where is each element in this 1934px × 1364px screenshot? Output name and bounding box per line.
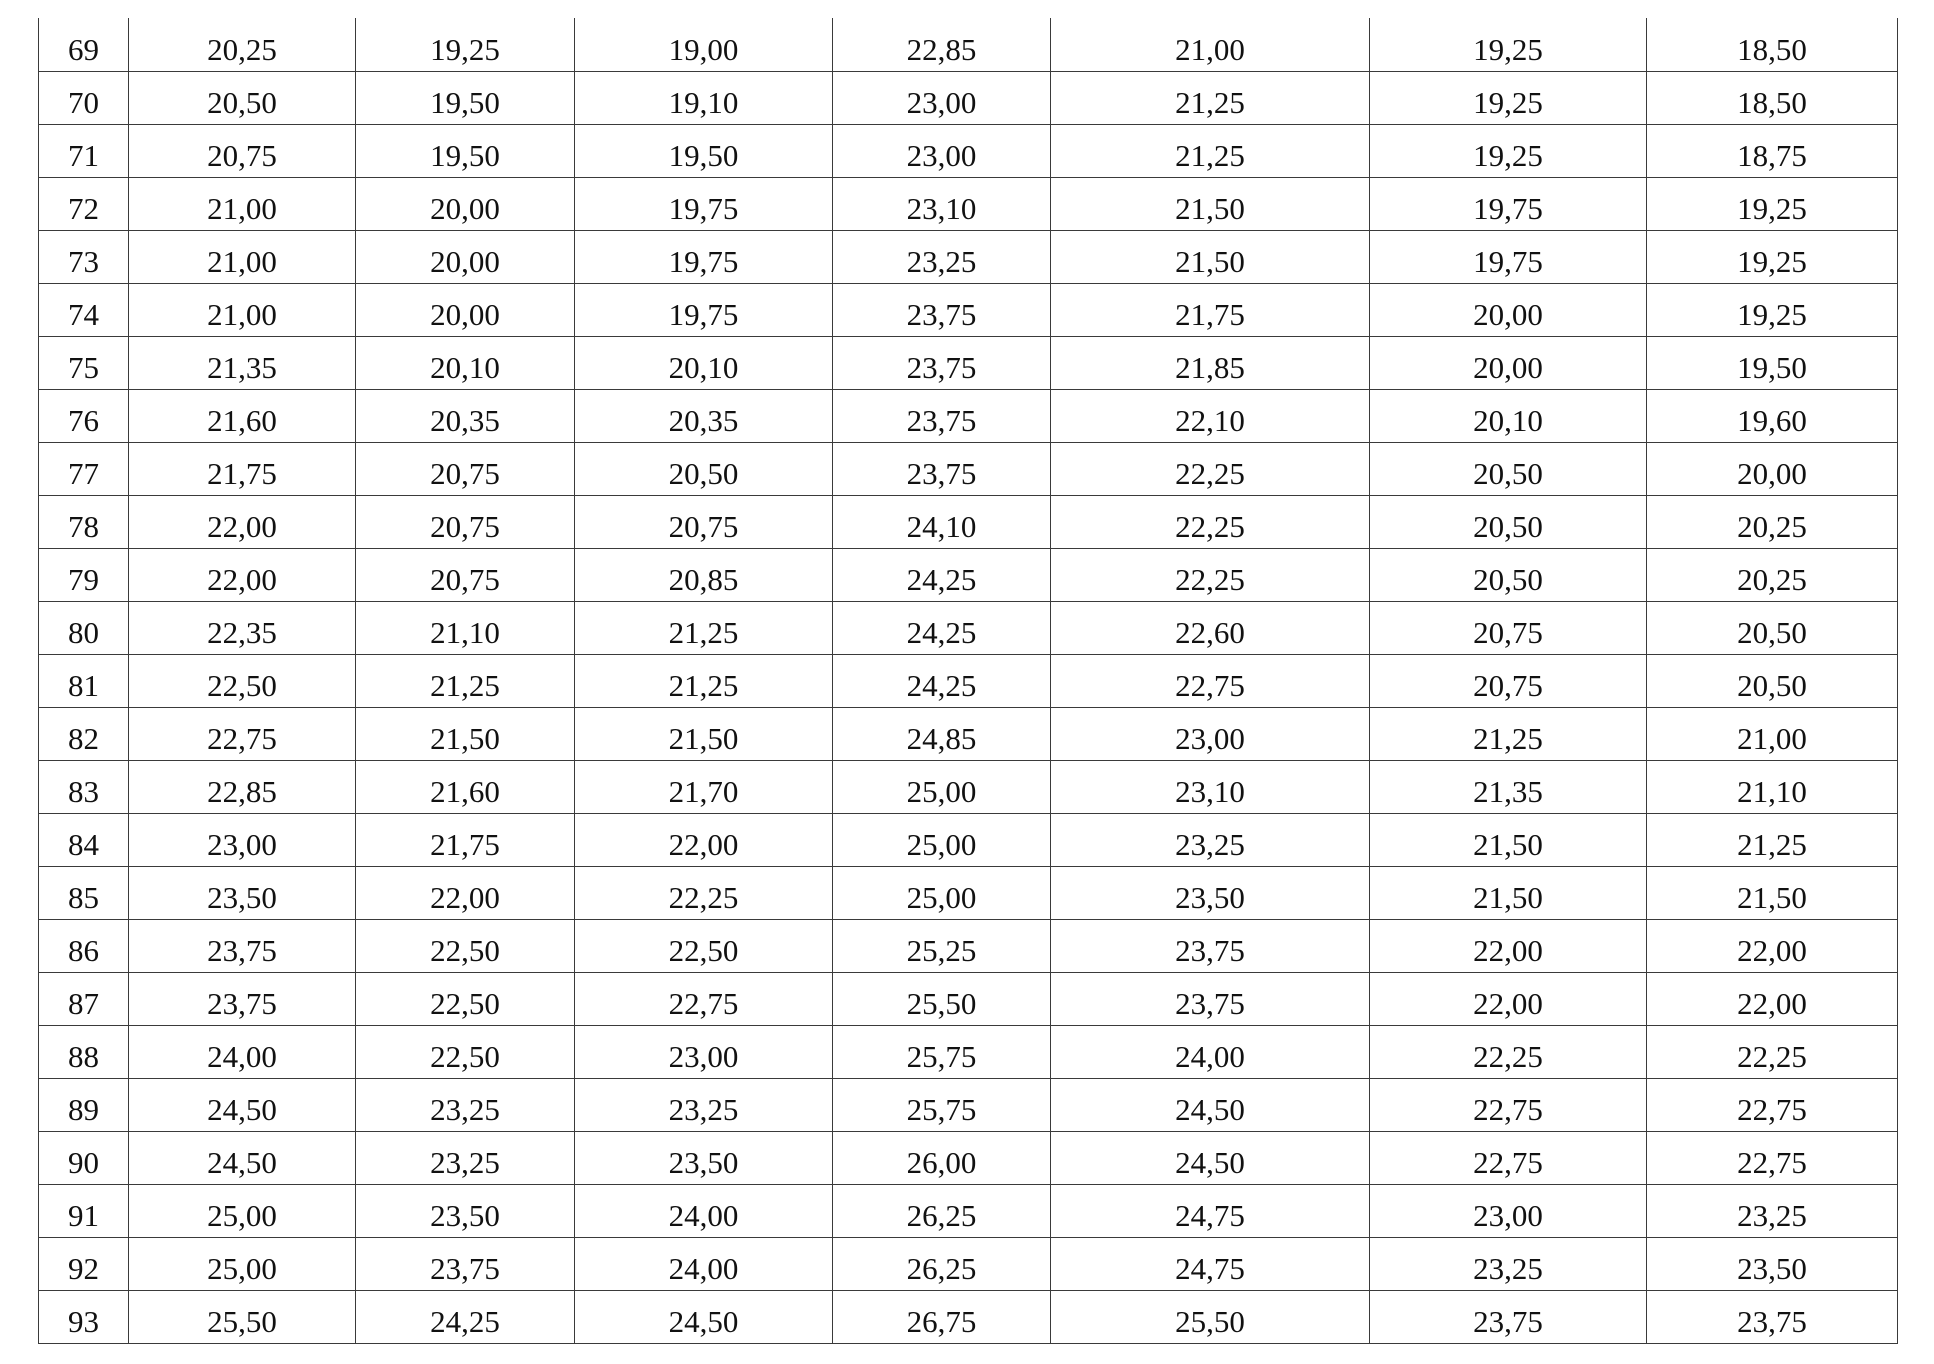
table-cell: 23,25 xyxy=(1647,1184,1898,1237)
table-cell: 22,75 xyxy=(1051,654,1370,707)
table-cell: 21,25 xyxy=(575,601,833,654)
table-cell: 21,75 xyxy=(1051,283,1370,336)
table-cell: 25,00 xyxy=(129,1184,356,1237)
table-cell: 23,00 xyxy=(1370,1184,1647,1237)
table-cell: 19,25 xyxy=(1647,177,1898,230)
table-row xyxy=(39,71,1898,124)
table-cell: 23,75 xyxy=(1051,972,1370,1025)
row-number-cell: 88 xyxy=(39,1025,129,1078)
table-cell: 23,75 xyxy=(833,389,1051,442)
row-number-cell: 89 xyxy=(39,1078,129,1131)
table-cell: 23,75 xyxy=(356,1237,575,1290)
table-cell: 20,75 xyxy=(356,442,575,495)
data-table xyxy=(38,18,1898,1344)
table-cell: 22,35 xyxy=(129,601,356,654)
table-cell: 23,75 xyxy=(833,283,1051,336)
table-cell: 20,10 xyxy=(356,336,575,389)
table-cell: 20,75 xyxy=(129,124,356,177)
row-number-cell: 75 xyxy=(39,336,129,389)
table-cell: 18,75 xyxy=(1647,124,1898,177)
table-cell: 23,25 xyxy=(356,1078,575,1131)
table-cell: 21,75 xyxy=(129,442,356,495)
table-cell: 25,25 xyxy=(833,919,1051,972)
table-cell: 22,50 xyxy=(356,919,575,972)
row-number-cell: 91 xyxy=(39,1184,129,1237)
table-cell: 25,50 xyxy=(1051,1290,1370,1343)
table-cell: 22,75 xyxy=(575,972,833,1025)
table-cell: 24,25 xyxy=(833,654,1051,707)
table-cell: 26,75 xyxy=(833,1290,1051,1343)
table-cell: 20,25 xyxy=(1647,495,1898,548)
table-cell: 21,00 xyxy=(1647,707,1898,760)
table-cell: 21,70 xyxy=(575,760,833,813)
table-cell: 22,75 xyxy=(129,707,356,760)
table-cell: 26,00 xyxy=(833,1131,1051,1184)
table-cell: 20,00 xyxy=(1370,283,1647,336)
table-cell: 19,75 xyxy=(1370,177,1647,230)
table-cell: 21,00 xyxy=(129,283,356,336)
table-cell: 22,00 xyxy=(1370,972,1647,1025)
table-cell: 26,25 xyxy=(833,1237,1051,1290)
table-cell: 23,50 xyxy=(356,1184,575,1237)
table-cell: 25,00 xyxy=(833,813,1051,866)
table-cell: 22,25 xyxy=(1051,442,1370,495)
table-cell: 22,25 xyxy=(575,866,833,919)
table-cell: 19,75 xyxy=(1370,230,1647,283)
table-cell: 23,10 xyxy=(833,177,1051,230)
table-cell: 22,00 xyxy=(1647,972,1898,1025)
table-cell: 25,00 xyxy=(833,866,1051,919)
row-number-cell: 90 xyxy=(39,1131,129,1184)
table-cell: 24,85 xyxy=(833,707,1051,760)
table-cell: 22,85 xyxy=(833,18,1051,71)
row-number-cell: 70 xyxy=(39,71,129,124)
table-cell: 24,25 xyxy=(833,601,1051,654)
table-cell: 21,00 xyxy=(1051,18,1370,71)
table-cell: 18,50 xyxy=(1647,71,1898,124)
table-cell: 20,00 xyxy=(1370,336,1647,389)
table-cell: 22,25 xyxy=(1370,1025,1647,1078)
table-cell: 22,75 xyxy=(1370,1131,1647,1184)
table-cell: 20,00 xyxy=(1647,442,1898,495)
table-cell: 22,00 xyxy=(575,813,833,866)
table-cell: 20,10 xyxy=(1370,389,1647,442)
table-cell: 24,25 xyxy=(833,548,1051,601)
table-row xyxy=(39,601,1898,654)
table-cell: 20,75 xyxy=(356,548,575,601)
table-cell: 23,50 xyxy=(1647,1237,1898,1290)
table-cell: 25,00 xyxy=(833,760,1051,813)
table-cell: 23,75 xyxy=(833,442,1051,495)
table-cell: 23,75 xyxy=(129,919,356,972)
table-row xyxy=(39,124,1898,177)
table-cell: 21,00 xyxy=(129,230,356,283)
table-cell: 20,50 xyxy=(1370,495,1647,548)
table-cell: 22,60 xyxy=(1051,601,1370,654)
table-cell: 23,75 xyxy=(1370,1290,1647,1343)
table-cell: 25,75 xyxy=(833,1078,1051,1131)
table-cell: 20,75 xyxy=(1370,601,1647,654)
table-row xyxy=(39,1078,1898,1131)
table-cell: 23,25 xyxy=(833,230,1051,283)
table-cell: 19,50 xyxy=(356,71,575,124)
table-cell: 24,50 xyxy=(129,1131,356,1184)
table-cell: 21,75 xyxy=(356,813,575,866)
row-number-cell: 80 xyxy=(39,601,129,654)
table-cell: 19,25 xyxy=(1647,230,1898,283)
table-cell: 20,85 xyxy=(575,548,833,601)
table-cell: 22,50 xyxy=(129,654,356,707)
table-cell: 19,75 xyxy=(575,283,833,336)
row-number-cell: 87 xyxy=(39,972,129,1025)
table-cell: 24,75 xyxy=(1051,1184,1370,1237)
table-cell: 21,25 xyxy=(356,654,575,707)
table-cell: 23,50 xyxy=(1051,866,1370,919)
table-cell: 21,00 xyxy=(129,177,356,230)
table-cell: 21,60 xyxy=(356,760,575,813)
table-cell: 22,25 xyxy=(1051,495,1370,548)
table-cell: 19,75 xyxy=(575,177,833,230)
table-row xyxy=(39,1131,1898,1184)
table-cell: 24,00 xyxy=(1051,1025,1370,1078)
table-row xyxy=(39,707,1898,760)
row-number-cell: 69 xyxy=(39,18,129,71)
table-cell: 24,10 xyxy=(833,495,1051,548)
table-cell: 21,25 xyxy=(1051,124,1370,177)
table-cell: 22,00 xyxy=(1370,919,1647,972)
table-cell: 23,00 xyxy=(129,813,356,866)
table-cell: 21,25 xyxy=(1647,813,1898,866)
table-cell: 22,00 xyxy=(129,548,356,601)
table-cell: 20,50 xyxy=(1370,442,1647,495)
table-cell: 23,10 xyxy=(1051,760,1370,813)
table-row xyxy=(39,18,1898,71)
table-cell: 22,25 xyxy=(1647,1025,1898,1078)
row-number-cell: 86 xyxy=(39,919,129,972)
table-cell: 22,25 xyxy=(1051,548,1370,601)
table-cell: 21,35 xyxy=(129,336,356,389)
table-cell: 23,25 xyxy=(575,1078,833,1131)
table-cell: 22,85 xyxy=(129,760,356,813)
table-cell: 18,50 xyxy=(1647,18,1898,71)
table-cell: 20,35 xyxy=(356,389,575,442)
table-cell: 22,50 xyxy=(356,1025,575,1078)
table-cell: 20,50 xyxy=(129,71,356,124)
table-cell: 24,00 xyxy=(575,1184,833,1237)
row-number-cell: 77 xyxy=(39,442,129,495)
table-cell: 23,75 xyxy=(129,972,356,1025)
table-cell: 24,50 xyxy=(1051,1131,1370,1184)
table-cell: 20,50 xyxy=(1647,654,1898,707)
table-cell: 19,25 xyxy=(1370,18,1647,71)
table-row xyxy=(39,972,1898,1025)
table-row xyxy=(39,495,1898,548)
table-cell: 21,50 xyxy=(1051,230,1370,283)
table-cell: 22,10 xyxy=(1051,389,1370,442)
table-cell: 23,00 xyxy=(833,71,1051,124)
table-cell: 21,25 xyxy=(1051,71,1370,124)
table-cell: 23,75 xyxy=(1647,1290,1898,1343)
table-cell: 20,50 xyxy=(1370,548,1647,601)
table-row xyxy=(39,1025,1898,1078)
table-cell: 22,75 xyxy=(1647,1131,1898,1184)
table-cell: 19,25 xyxy=(356,18,575,71)
row-number-cell: 76 xyxy=(39,389,129,442)
table-cell: 20,00 xyxy=(356,283,575,336)
table-cell: 24,00 xyxy=(129,1025,356,1078)
table-row xyxy=(39,1184,1898,1237)
table-cell: 23,25 xyxy=(1370,1237,1647,1290)
table-cell: 21,50 xyxy=(1647,866,1898,919)
table-cell: 20,50 xyxy=(1647,601,1898,654)
table-cell: 23,00 xyxy=(833,124,1051,177)
table-cell: 22,00 xyxy=(356,866,575,919)
table-cell: 23,75 xyxy=(1051,919,1370,972)
row-number-cell: 93 xyxy=(39,1290,129,1343)
table-row xyxy=(39,813,1898,866)
table-cell: 22,00 xyxy=(1647,919,1898,972)
table-row xyxy=(39,177,1898,230)
row-number-cell: 71 xyxy=(39,124,129,177)
table-cell: 22,00 xyxy=(129,495,356,548)
table-cell: 25,50 xyxy=(129,1290,356,1343)
table-cell: 21,10 xyxy=(1647,760,1898,813)
row-number-cell: 84 xyxy=(39,813,129,866)
table-cell: 22,50 xyxy=(356,972,575,1025)
table-cell: 23,75 xyxy=(833,336,1051,389)
table-cell: 23,50 xyxy=(575,1131,833,1184)
table-row xyxy=(39,442,1898,495)
table-cell: 21,50 xyxy=(1051,177,1370,230)
table-cell: 25,00 xyxy=(129,1237,356,1290)
table-cell: 20,35 xyxy=(575,389,833,442)
table-cell: 21,25 xyxy=(575,654,833,707)
row-number-cell: 81 xyxy=(39,654,129,707)
table-cell: 19,10 xyxy=(575,71,833,124)
table-cell: 21,35 xyxy=(1370,760,1647,813)
table-cell: 24,00 xyxy=(575,1237,833,1290)
row-number-cell: 74 xyxy=(39,283,129,336)
table-cell: 19,50 xyxy=(1647,336,1898,389)
row-number-cell: 83 xyxy=(39,760,129,813)
table-cell: 19,60 xyxy=(1647,389,1898,442)
table-cell: 20,75 xyxy=(356,495,575,548)
table-cell: 24,50 xyxy=(1051,1078,1370,1131)
table-cell: 23,50 xyxy=(129,866,356,919)
table-cell: 19,25 xyxy=(1370,124,1647,177)
row-number-cell: 85 xyxy=(39,866,129,919)
table-cell: 21,50 xyxy=(1370,813,1647,866)
table-cell: 21,50 xyxy=(1370,866,1647,919)
table-cell: 22,75 xyxy=(1370,1078,1647,1131)
table-cell: 20,00 xyxy=(356,230,575,283)
table-cell: 19,00 xyxy=(575,18,833,71)
table-cell: 23,00 xyxy=(1051,707,1370,760)
table-cell: 24,50 xyxy=(129,1078,356,1131)
table-cell: 20,50 xyxy=(575,442,833,495)
row-number-cell: 79 xyxy=(39,548,129,601)
table-cell: 19,75 xyxy=(575,230,833,283)
table-cell: 19,25 xyxy=(1370,71,1647,124)
table-cell: 20,25 xyxy=(1647,548,1898,601)
table-cell: 25,50 xyxy=(833,972,1051,1025)
table-row xyxy=(39,866,1898,919)
table-cell: 19,50 xyxy=(575,124,833,177)
row-number-cell: 73 xyxy=(39,230,129,283)
row-number-cell: 72 xyxy=(39,177,129,230)
table-cell: 24,50 xyxy=(575,1290,833,1343)
table-cell: 25,75 xyxy=(833,1025,1051,1078)
table-cell: 20,25 xyxy=(129,18,356,71)
row-number-cell: 92 xyxy=(39,1237,129,1290)
table-cell: 24,25 xyxy=(356,1290,575,1343)
table-cell: 21,25 xyxy=(1370,707,1647,760)
table-row xyxy=(39,389,1898,442)
table-cell: 21,50 xyxy=(575,707,833,760)
table-cell: 20,10 xyxy=(575,336,833,389)
table-cell: 21,10 xyxy=(356,601,575,654)
table-cell: 24,75 xyxy=(1051,1237,1370,1290)
table-row xyxy=(39,919,1898,972)
table-cell: 23,25 xyxy=(356,1131,575,1184)
table-cell: 20,00 xyxy=(356,177,575,230)
row-number-cell: 78 xyxy=(39,495,129,548)
table-cell: 23,25 xyxy=(1051,813,1370,866)
table-cell: 22,75 xyxy=(1647,1078,1898,1131)
table-row xyxy=(39,654,1898,707)
table-cell: 20,75 xyxy=(1370,654,1647,707)
table-cell: 21,60 xyxy=(129,389,356,442)
table-body xyxy=(39,18,1898,1343)
table-cell: 20,75 xyxy=(575,495,833,548)
table-row xyxy=(39,283,1898,336)
table-row xyxy=(39,548,1898,601)
row-number-cell: 82 xyxy=(39,707,129,760)
table-row xyxy=(39,1237,1898,1290)
table-cell: 21,85 xyxy=(1051,336,1370,389)
table-row xyxy=(39,336,1898,389)
table-row xyxy=(39,760,1898,813)
table-cell: 19,50 xyxy=(356,124,575,177)
table-row xyxy=(39,230,1898,283)
table-cell: 21,50 xyxy=(356,707,575,760)
table-cell: 19,25 xyxy=(1647,283,1898,336)
table-cell: 22,50 xyxy=(575,919,833,972)
table-cell: 23,00 xyxy=(575,1025,833,1078)
table-cell: 26,25 xyxy=(833,1184,1051,1237)
table-row xyxy=(39,1290,1898,1343)
